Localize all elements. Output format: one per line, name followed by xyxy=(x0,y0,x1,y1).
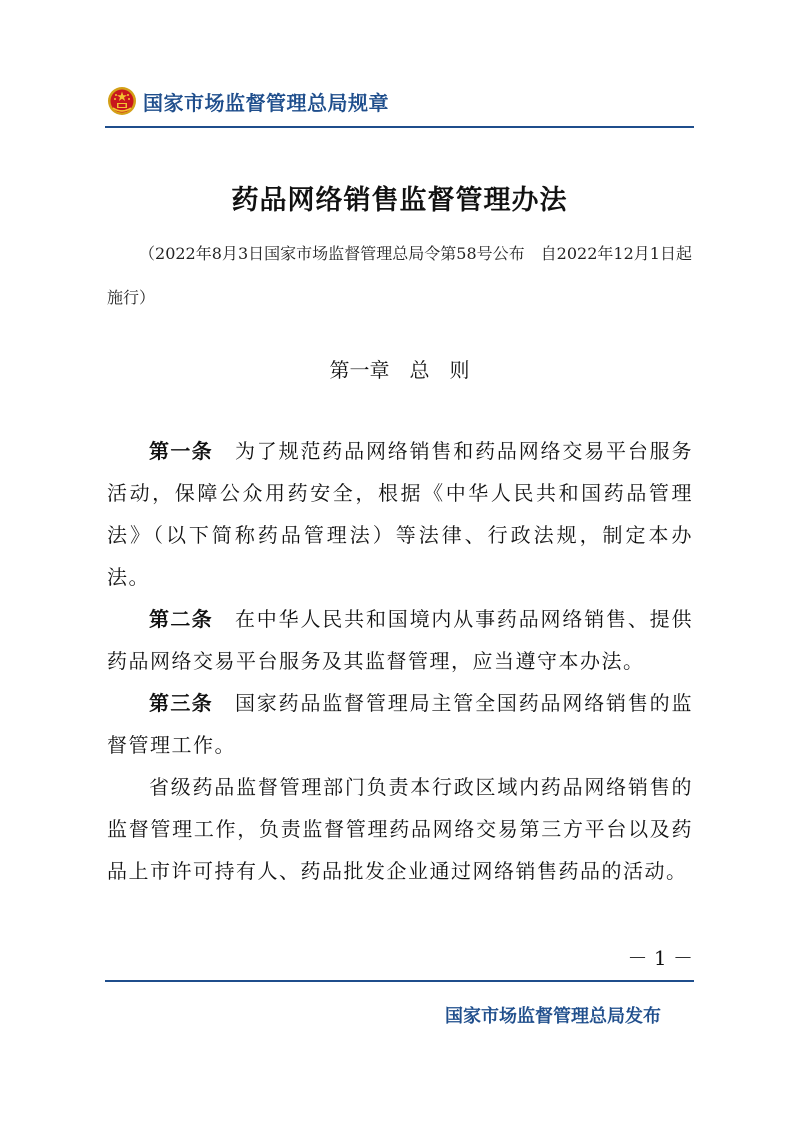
article-text: 国家药品监督管理局主管全国药品网络销售的监督管理工作。 xyxy=(107,691,694,757)
page-number: － 1 － xyxy=(627,946,693,970)
article-text: 为了规范药品网络销售和药品网络交易平台服务活动，保障公众用药安全，根据《中华人民共和国药品管理法》（以下简称药品管理法）等法律、行政法规，制定本办法。 xyxy=(107,439,694,589)
document-header xyxy=(107,84,389,118)
footer-divider xyxy=(105,980,694,982)
header-divider xyxy=(105,126,694,128)
article-text: 省级药品监督管理部门负责本行政区域内药品网络销售的监督管理工作，负责监督管理药品网络交易第三方平台以及药品上市许可持有人、药品批发企业通过网络销售药品的活动。 xyxy=(107,775,693,883)
document-body xyxy=(107,430,693,892)
document-subtitle: （2022年8月3日国家市场监督管理总局令第58号公布 自2022年12月1日起施行） xyxy=(107,244,692,307)
national-emblem-icon xyxy=(107,86,137,116)
document-title: 药品网络销售监督管理办法 xyxy=(231,185,568,216)
footer-publisher: 国家市场监督管理总局发布 xyxy=(445,1006,661,1027)
chapter-heading: 第一章 总 则 xyxy=(329,358,470,382)
article-paragraph xyxy=(107,682,693,766)
header-title: 国家市场监督管理总局规章 xyxy=(143,90,389,115)
article-paragraph xyxy=(107,430,693,598)
article-label: 第三条 xyxy=(149,691,213,715)
article-paragraph xyxy=(107,766,693,892)
article-label: 第一条 xyxy=(149,439,213,463)
article-label: 第二条 xyxy=(149,607,213,631)
article-paragraph xyxy=(107,598,693,682)
article-text: 在中华人民共和国境内从事药品网络销售、提供药品网络交易平台服务及其监督管理，应当遵守本办法。 xyxy=(107,607,694,673)
